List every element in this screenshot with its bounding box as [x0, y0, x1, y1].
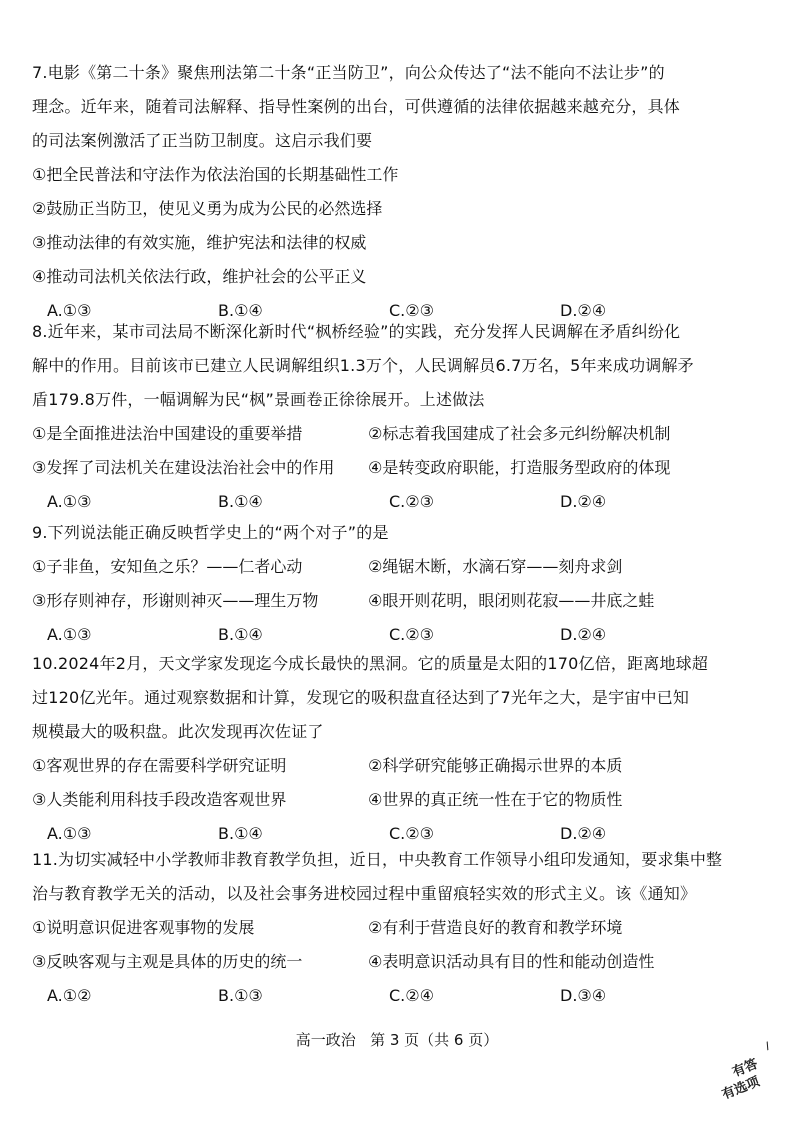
- choice-a[interactable]: A.①③: [47, 492, 92, 511]
- choice-c[interactable]: C.②④: [389, 986, 434, 1005]
- corner-stamp: [713, 1040, 794, 1128]
- question-10-stem: [32, 647, 772, 749]
- statement-row: [32, 783, 772, 817]
- choice-a[interactable]: A.①②: [47, 986, 92, 1005]
- statement-3: ③推动法律的有效实施，维护宪法和法律的权威: [32, 233, 367, 252]
- choice-a[interactable]: A.①③: [47, 824, 92, 843]
- statement-1: ①客观世界的存在需要科学研究证明: [32, 756, 287, 775]
- choice-b[interactable]: B.①④: [218, 492, 263, 511]
- question-8-choices: [32, 485, 772, 519]
- statement-1: ①子非鱼，安知鱼之乐？——仁者心动: [32, 557, 303, 576]
- stem-line: 10.2024年2月，天文学家发现迄今成长最快的黑洞。它的质量是太阳的170亿倍，距离地球超: [32, 654, 709, 673]
- choice-d[interactable]: D.②④: [560, 492, 607, 511]
- statement-4: ④表明意识活动具有目的性和能动创造性: [368, 952, 655, 971]
- statement-1: ①说明意识促进客观事物的发展: [32, 918, 255, 937]
- question-8-stem: [32, 315, 772, 417]
- statement-row: [32, 749, 772, 783]
- choice-c[interactable]: C.②③: [389, 492, 434, 511]
- question-8: [32, 315, 772, 519]
- stem-line: 7.电影《第二十条》聚焦刑法第二十条“正当防卫”，向公众传达了“法不能向不法让步”的: [32, 63, 665, 82]
- statement-row: [32, 945, 772, 979]
- choice-b[interactable]: B.①④: [218, 824, 263, 843]
- stamp-mark: /: [764, 1040, 772, 1053]
- choice-a[interactable]: A.①③: [47, 301, 92, 320]
- statement-2: ②标志着我国建成了社会多元纠纷解决机制: [368, 424, 671, 443]
- stem-line: 11.为切实减轻中小学教师非教育教学负担，近日，中央教育工作领导小组印发通知，要求集中整: [32, 850, 723, 869]
- stem-line: 过120亿光年。通过观察数据和计算，发现它的吸积盘直径达到了7光年之大，是宇宙中已知: [32, 688, 690, 707]
- choice-b[interactable]: B.①④: [218, 301, 263, 320]
- stem-line: 盾179.8万件，一幅调解为民“枫”景画卷正徐徐展开。上述做法: [32, 390, 485, 409]
- statement-row: [32, 584, 772, 618]
- choice-d[interactable]: D.②④: [560, 301, 607, 320]
- statement-row: [32, 550, 772, 584]
- choice-d[interactable]: D.③④: [560, 986, 607, 1005]
- statement-4: ④世界的真正统一性在于它的物质性: [368, 790, 623, 809]
- choice-d[interactable]: D.②④: [560, 824, 607, 843]
- choice-b[interactable]: B.①③: [218, 986, 263, 1005]
- statement-2: ②科学研究能够正确揭示世界的本质: [368, 756, 623, 775]
- stem-line: 解中的作用。目前该市已建立人民调解组织1.3万个，人民调解员6.7万名，5年来成功调解矛: [32, 356, 694, 375]
- statement-4: ④是转变政府职能，打造服务型政府的体现: [368, 458, 671, 477]
- statement-3: ③形存则神存，形谢则神灭——理生万物: [32, 591, 319, 610]
- question-7-stem: [32, 56, 772, 158]
- statement-row: [32, 451, 772, 485]
- question-9-stem: [32, 516, 772, 550]
- choice-c[interactable]: C.②③: [389, 824, 434, 843]
- stem-line: 9.下列说法能正确反映哲学史上的“两个对子”的是: [32, 523, 389, 542]
- question-7: [32, 56, 772, 328]
- question-10: [32, 647, 772, 851]
- stem-line: 规模最大的吸积盘。此次发现再次佐证了: [32, 722, 324, 741]
- choice-c[interactable]: C.②③: [389, 625, 434, 644]
- stem-line: 治与教育教学无关的活动，以及社会事务进校园过程中重留痕轻实效的形式主义。该《通知》: [32, 884, 697, 903]
- choice-c[interactable]: C.②③: [389, 301, 434, 320]
- question-11-choices: [32, 979, 772, 1013]
- statement-row: [32, 417, 772, 451]
- page-footer: 高一政治 第 3 页（共 6 页）: [295, 1031, 499, 1049]
- question-11-stem: [32, 843, 772, 911]
- stamp-line-2: 有选项: [720, 1074, 762, 1103]
- stem-line: 理念。近年来，随着司法解释、指导性案例的出台，可供遵循的法律依据越来越充分，具体: [32, 97, 681, 116]
- question-11: [32, 843, 772, 1013]
- statement-3: ③发挥了司法机关在建设法治社会中的作用: [32, 458, 335, 477]
- statement-2: ②绳锯木断，水滴石穿——刻舟求剑: [368, 557, 623, 576]
- statement-1: ①是全面推进法治中国建设的重要举措: [32, 424, 303, 443]
- choice-b[interactable]: B.①④: [218, 625, 263, 644]
- question-9: [32, 516, 772, 652]
- choice-a[interactable]: A.①③: [47, 625, 92, 644]
- stem-line: 8.近年来，某市司法局不断深化新时代“枫桥经验”的实践，充分发挥人民调解在矛盾纠纷化: [32, 322, 681, 341]
- stamp-line-1: 有答: [730, 1056, 761, 1081]
- stem-line: 的司法案例激活了正当防卫制度。这启示我们要: [32, 131, 373, 150]
- statement-1: ①把全民普法和守法作为依法治国的长期基础性工作: [32, 165, 399, 184]
- statement-4: ④眼开则花明，眼闭则花寂——井底之蛙: [368, 591, 655, 610]
- statement-3: ③反映客观与主观是具体的历史的统一: [32, 952, 303, 971]
- statement-4: ④推动司法机关依法行政，维护社会的公平正义: [32, 267, 367, 286]
- statement-3: ③人类能利用科技手段改造客观世界: [32, 790, 287, 809]
- statement-2: ②有利于营造良好的教育和教学环境: [368, 918, 623, 937]
- statement-2: ②鼓励正当防卫，使见义勇为成为公民的必然选择: [32, 199, 383, 218]
- choice-d[interactable]: D.②④: [560, 625, 607, 644]
- statement-row: [32, 911, 772, 945]
